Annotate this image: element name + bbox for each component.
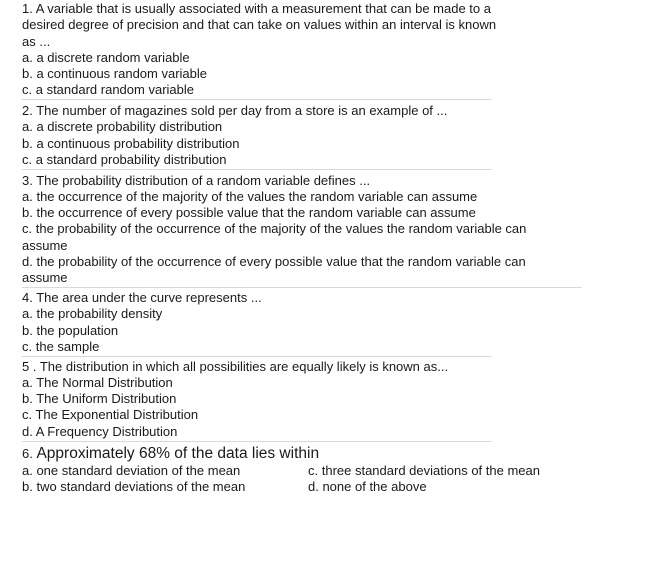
q5-option-c: c. The Exponential Distribution (22, 407, 199, 422)
q6-stem (22, 445, 319, 463)
q4-option-a: a. the probability density (22, 306, 163, 321)
separator (22, 441, 492, 442)
q5-option-d: d. A Frequency Distribution (22, 424, 178, 439)
q2-option-a: a. a discrete probability distribution (22, 119, 223, 134)
q6-option-a: a. one standard deviation of the mean (22, 463, 241, 478)
q3-option-b: b. the occurrence of every possible value that the random variable can assume (22, 205, 476, 220)
separator (22, 356, 492, 357)
q5-option-a: a. The Normal Distribution (22, 375, 173, 390)
q3-option-d: d. the probability of the occurrence of every possible value that the random variable can (22, 254, 526, 269)
q6-number: 6. (22, 446, 33, 461)
q4-option-c: c. the sample (22, 339, 100, 354)
q5-stem: 5 . The distribution in which all possibilities are equally likely is known as... (22, 359, 449, 374)
q1-stem-line-2: desired degree of precision and that can take on values within an interval is known (22, 17, 497, 32)
q6-option-d: d. none of the above (308, 479, 427, 494)
q2-option-b: b. a continuous probability distribution (22, 136, 240, 151)
q3-option-a: a. the occurrence of the majority of the values the random variable can assume (22, 189, 478, 204)
separator (22, 287, 582, 288)
q2-option-c: c. a standard probability distribution (22, 152, 227, 167)
q1-option-a: a. a discrete random variable (22, 50, 190, 65)
q1-stem-line-1: 1. A variable that is usually associated with a measurement that can be made to a (22, 1, 491, 16)
q6-option-c: c. three standard deviations of the mean (308, 463, 540, 478)
q1-option-c: c. a standard random variable (22, 82, 194, 97)
q6-option-b: b. two standard deviations of the mean (22, 479, 246, 494)
q4-option-b: b. the population (22, 323, 119, 338)
q3-option-d-cont: assume (22, 270, 68, 285)
q5-option-b: b. The Uniform Distribution (22, 391, 177, 406)
q4-stem: 4. The area under the curve represents ... (22, 290, 262, 305)
q1-stem-line-3: as ... (22, 34, 51, 49)
q6-stem-text: Approximately 68% of the data lies within (36, 445, 320, 462)
separator (22, 99, 492, 100)
q1-option-b: b. a continuous random variable (22, 66, 208, 81)
q3-option-c: c. the probability of the occurrence of the majority of the values the random variable can (22, 221, 527, 236)
separator (22, 169, 492, 170)
q3-stem: 3. The probability distribution of a random variable defines ... (22, 173, 371, 188)
q2-stem: 2. The number of magazines sold per day from a store is an example of ... (22, 103, 448, 118)
q3-option-c-cont: assume (22, 238, 68, 253)
